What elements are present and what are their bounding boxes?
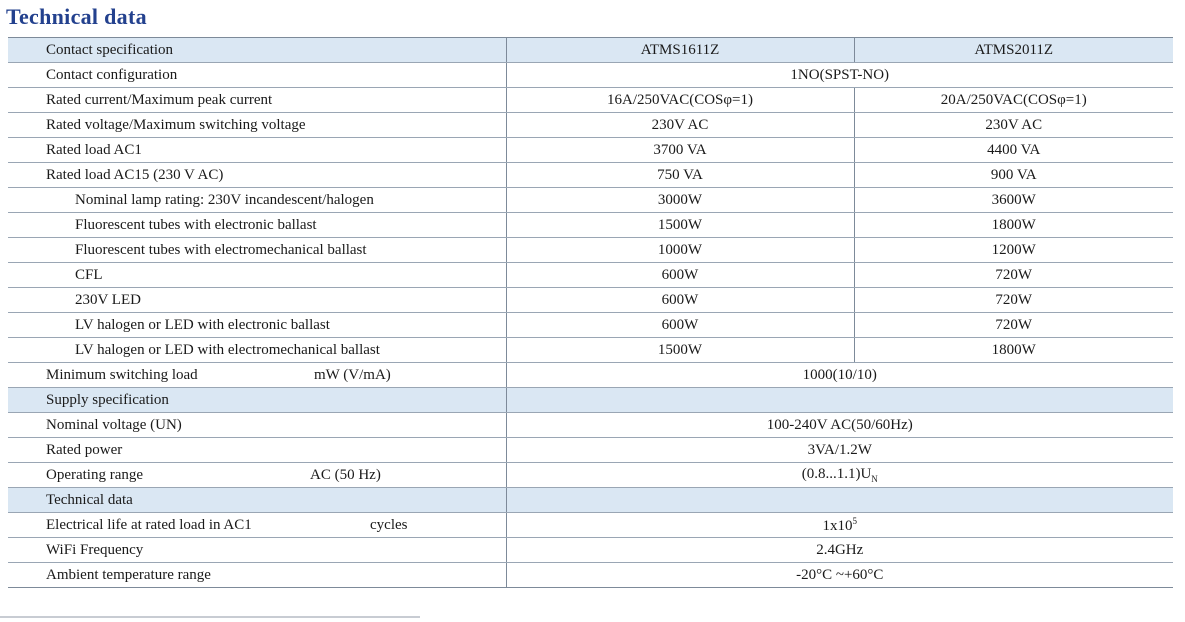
table-row-min-switching-load: [8, 363, 1173, 388]
row-value: 1x10: [822, 517, 853, 534]
row-value-atms1611z: 230V AC: [506, 113, 854, 138]
row-unit: cycles: [370, 516, 408, 533]
row-value-atms1611z: 3000W: [506, 188, 854, 213]
row-value-atms2011z: 900 VA: [854, 163, 1173, 188]
table-row-230v-led: [8, 288, 1173, 313]
table-row-lamp-incandescent: [8, 188, 1173, 213]
row-value: (0.8...1.1)U: [801, 466, 872, 482]
row-label: Rated voltage/Maximum switching voltage: [8, 113, 506, 138]
row-value-atms2011z: 720W: [854, 313, 1173, 338]
row-value: 3VA/1.2W: [506, 438, 1173, 463]
table-row-nominal-voltage: [8, 413, 1173, 438]
row-label: Rated power: [8, 438, 506, 463]
row-value-atms1611z: 600W: [506, 288, 854, 313]
table-row-rated-load-ac15: [8, 163, 1173, 188]
table-row-fluorescent-electromechanical: [8, 238, 1173, 263]
column-header-atms1611z: ATMS1611Z: [506, 38, 854, 63]
row-value-atms2011z: 1800W: [854, 338, 1173, 363]
row-value-cell: [506, 463, 1173, 488]
column-header-atms2011z: ATMS2011Z: [854, 38, 1173, 63]
row-value-atms2011z: 4400 VA: [854, 138, 1173, 163]
table-row-cfl: [8, 263, 1173, 288]
table-row-fluorescent-electronic: [8, 213, 1173, 238]
table-row-rated-load-ac1: [8, 138, 1173, 163]
row-value-atms2011z: 720W: [854, 288, 1173, 313]
row-label: Ambient temperature range: [8, 563, 506, 588]
row-value: 1000(10/10): [506, 363, 1173, 388]
row-label: CFL: [8, 263, 506, 288]
footer-divider: [0, 616, 420, 618]
table-row-technical-data: [8, 488, 1173, 513]
row-value-atms2011z: 1200W: [854, 238, 1173, 263]
row-value-atms1611z: 1500W: [506, 213, 854, 238]
row-value: -20°C ~+60°C: [506, 563, 1173, 588]
row-label: Electrical life at rated load in AC1: [46, 516, 252, 533]
table-row-wifi-frequency: [8, 538, 1173, 563]
row-value-atms2011z: 3600W: [854, 188, 1173, 213]
row-label-cell: [8, 363, 506, 388]
row-value-atms1611z: 16A/250VAC(COSφ=1): [506, 88, 854, 113]
row-label: WiFi Frequency: [8, 538, 506, 563]
row-value: 2.4GHz: [506, 538, 1173, 563]
row-label: Fluorescent tubes with electromechanical ballast: [8, 238, 506, 263]
table-row-contact-specification: [8, 38, 1173, 63]
row-value-superscript: 5: [852, 515, 857, 526]
row-value-atms2011z: 20A/250VAC(COSφ=1): [854, 88, 1173, 113]
table-row-lv-electronic: [8, 313, 1173, 338]
row-value-atms1611z: 1500W: [506, 338, 854, 363]
row-label: Nominal lamp rating: 230V incandescent/halogen: [8, 188, 506, 213]
section-label-technical-data: Technical data: [8, 488, 506, 513]
technical-data-table: [8, 37, 1173, 588]
table-row-rated-voltage: [8, 113, 1173, 138]
row-label: Nominal voltage (UN): [8, 413, 506, 438]
row-label: Fluorescent tubes with electronic ballast: [8, 213, 506, 238]
table-row-rated-power: [8, 438, 1173, 463]
row-label: LV halogen or LED with electronic ballast: [8, 313, 506, 338]
table-row-supply-specification: [8, 388, 1173, 413]
row-label: Operating range: [46, 466, 144, 483]
section-value-empty: [506, 488, 1173, 513]
page-title: Technical data: [6, 4, 147, 29]
table-row-operating-range: [8, 463, 1173, 488]
row-value-atms2011z: 230V AC: [854, 113, 1173, 138]
row-value-atms2011z: 720W: [854, 263, 1173, 288]
row-label: Rated load AC1: [8, 138, 506, 163]
table-row-rated-current: [8, 88, 1173, 113]
row-label-cell: [8, 463, 506, 488]
row-label: Rated load AC15 (230 V AC): [8, 163, 506, 188]
section-label-contact-specification: Contact specification: [8, 38, 506, 63]
row-value-atms1611z: 3700 VA: [506, 138, 854, 163]
row-value-subscript: N: [871, 474, 878, 484]
row-value-atms2011z: 1800W: [854, 213, 1173, 238]
table-row-ambient-temperature: [8, 563, 1173, 588]
row-label: Rated current/Maximum peak current: [8, 88, 506, 113]
row-value: 1NO(SPST-NO): [506, 63, 1173, 88]
section-label-supply-specification: Supply specification: [8, 388, 506, 413]
table-row-contact-configuration: [8, 63, 1173, 88]
row-label: Minimum switching load: [46, 366, 198, 383]
row-label: LV halogen or LED with electromechanical ballast: [8, 338, 506, 363]
row-value-atms1611z: 600W: [506, 263, 854, 288]
table-row-electrical-life: [8, 513, 1173, 538]
section-value-empty: [506, 388, 1173, 413]
row-value-atms1611z: 750 VA: [506, 163, 854, 188]
row-unit: mW (V/mA): [314, 366, 391, 383]
row-value-cell: [506, 513, 1173, 538]
row-label-cell: [8, 513, 506, 538]
row-value-atms1611z: 1000W: [506, 238, 854, 263]
table-row-lv-electromechanical: [8, 338, 1173, 363]
row-value: 100-240V AC(50/60Hz): [506, 413, 1173, 438]
row-label: Contact configuration: [8, 63, 506, 88]
row-value-atms1611z: 600W: [506, 313, 854, 338]
row-unit: AC (50 Hz): [310, 466, 381, 483]
row-label: 230V LED: [8, 288, 506, 313]
